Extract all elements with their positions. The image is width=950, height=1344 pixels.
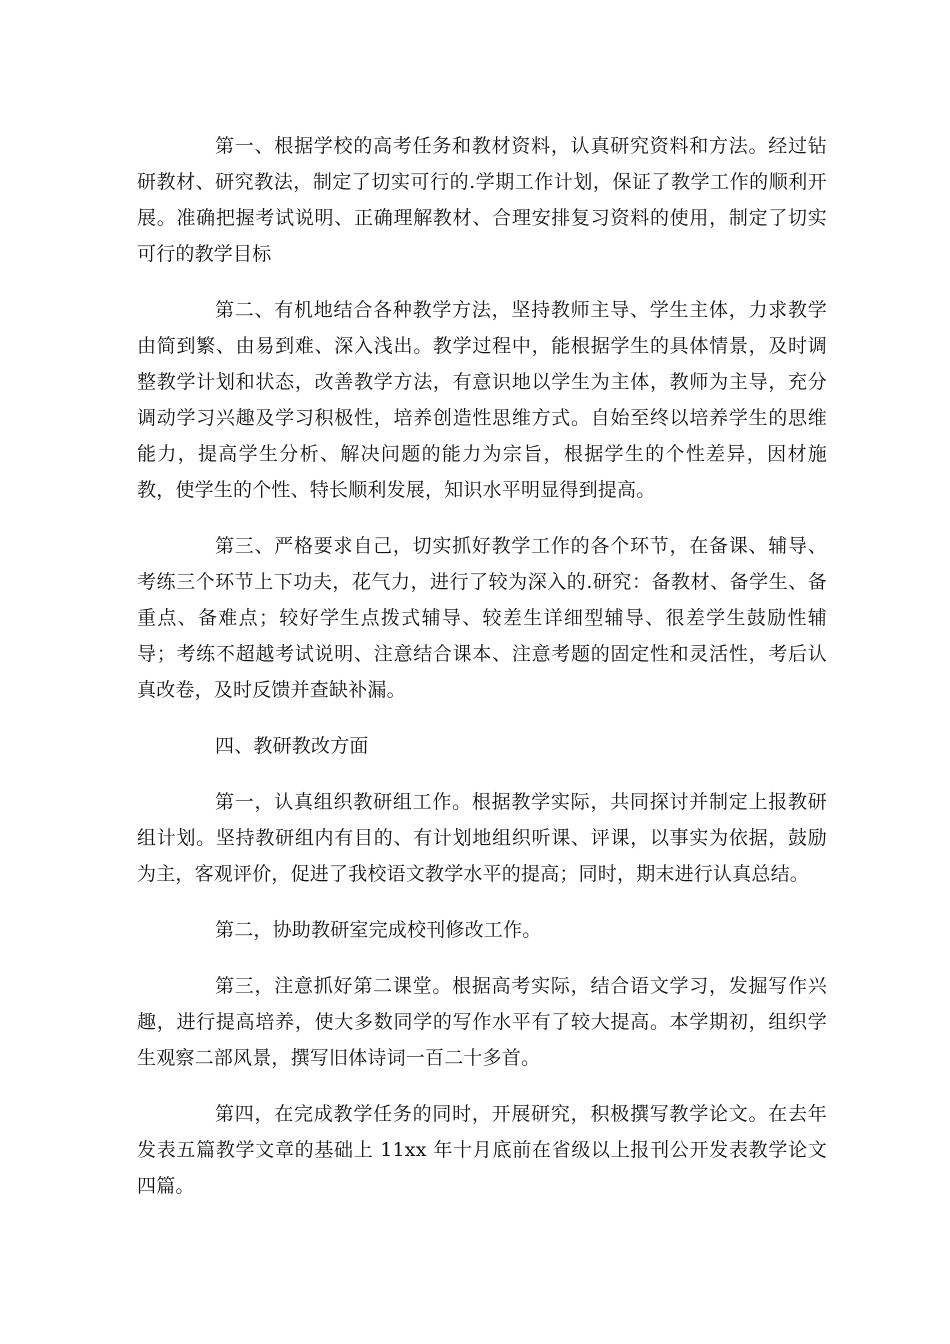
paragraph-1: 第一、根据学校的高考任务和教材资料，认真研究资料和方法。经过钻研教材、研究教法，制定了切实可行的.学期工作计划，保证了教学工作的顺利开展。准确把握考试说明、正确理解教材、合理安排复习资料的使用，制定了切实可行的教学目标 <box>137 135 827 265</box>
paragraph-4: 第一，认真组织教研组工作。根据教学实际，共同探讨并制定上报教研组计划。坚持教研组内有目的、有计划地组织听课、评课，以事实为依据，鼓励为主，客观评价，促进了我校语文教学水平的提高；同时，期末进行认真总结。 <box>137 791 827 885</box>
paragraph-6: 第三，注意抓好第二课堂。根据高考实际，结合语文学习，发掘写作兴趣，进行提高培养，使大多数同学的写作水平有了较大提高。本学期初，组织学生观察二部风景，撰写旧体诗词一百二十多首。 <box>137 975 827 1069</box>
paragraph-2: 第二、有机地结合各种教学方法，坚持教师主导、学生主体，力求教学由简到繁、由易到难、深入浅出。教学过程中，能根据学生的具体情景，及时调整教学计划和状态，改善教学方法，有意识地以学生为主体，教师为主导，充分调动学习兴趣及学习积极性，培养创造性思维方式。自始至终以培养学生的思维能力，提高学生分析、解决问题的能力为宗旨，根据学生的个性差异，因材施教，使学生的个性、特长顺利发展，知识水平明显得到提高。 <box>137 299 827 501</box>
section-heading: 四、教研教改方面 <box>215 735 369 757</box>
document-body <box>137 128 827 1224</box>
paragraph-3: 第三、严格要求自己，切实抓好教学工作的各个环节，在备课、辅导、考练三个环节上下功夫，花气力，进行了较为深入的.研究：备教材、备学生、备重点、备难点；较好学生点拨式辅导、较差生详细型辅导、很差学生鼓励性辅导；考练不超越考试说明、注意结合课本、注意考题的固定性和灵活性，考后认真改卷，及时反馈并查缺补漏。 <box>137 535 827 701</box>
paragraph-5: 第二，协助教研室完成校刊修改工作。 <box>215 919 542 941</box>
paragraph-7: 第四，在完成教学任务的同时，开展研究，积极撰写教学论文。在去年发表五篇教学文章的基础上 11xx 年十月底前在省级以上报刊公开发表教学论文四篇。 <box>137 1103 827 1197</box>
